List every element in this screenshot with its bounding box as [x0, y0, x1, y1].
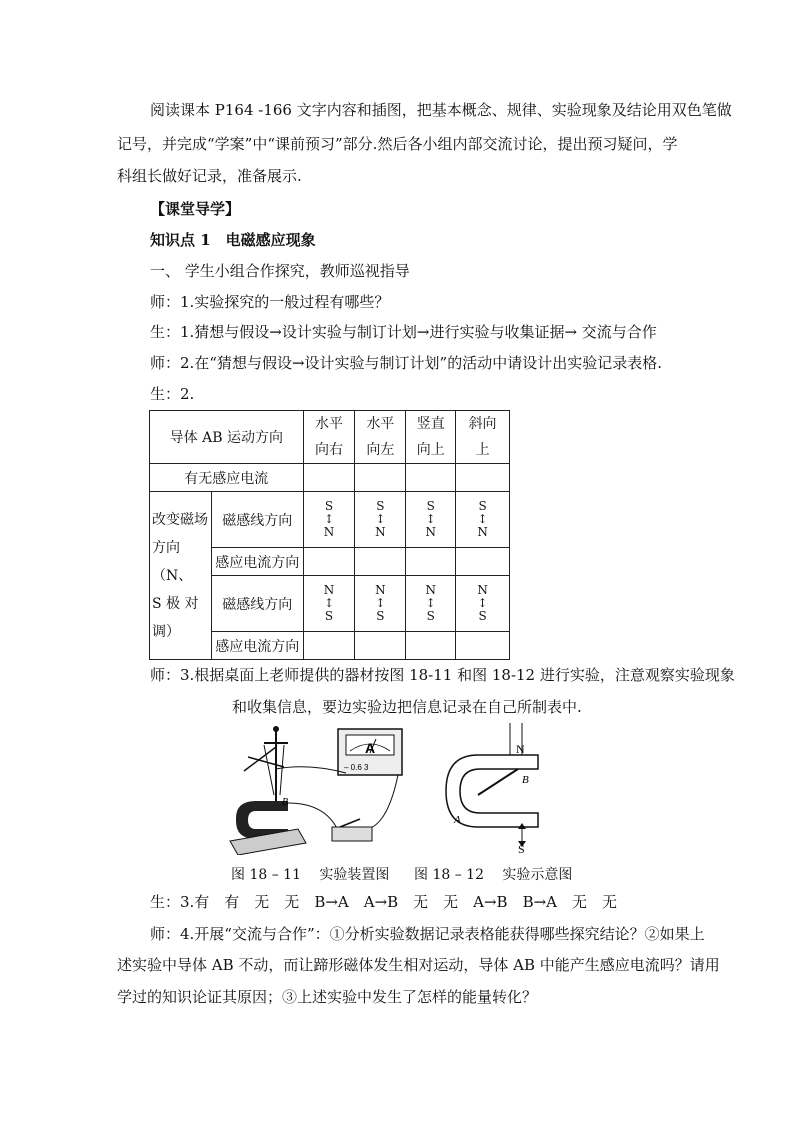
label-n: N — [516, 742, 525, 756]
group-label-change-field: 改变磁场 方向（N、 S 极 对 调） — [150, 492, 212, 660]
col-header: 水平 向左 — [355, 411, 406, 464]
header-motion-direction: 导体 AB 运动方向 — [150, 411, 304, 464]
row-induced-current: 有无感应电流 — [150, 464, 304, 492]
label-b: B — [282, 797, 289, 808]
figure-experiment-apparatus — [228, 723, 418, 855]
figure-schematic — [438, 723, 548, 853]
answer-2: 生：2. — [150, 385, 195, 403]
ns-cell: N ↕ S — [406, 576, 456, 632]
question-4-line-3: 学过的知识论证其原因；③上述实验中发生了怎样的能量转化？ — [117, 988, 538, 1006]
answer-3: 生：3.有 有 无 无 B→A A→B 无 无 A→B B→A 无 无 — [150, 893, 618, 911]
table-cell — [406, 548, 456, 576]
question-3-line-2: 和收集信息，要边实验边把信息记录在自己所制表中. — [232, 698, 582, 716]
row-induced-direction: 感应电流方向 — [211, 548, 303, 576]
intro-line-3: 科组长做好记录，准备展示. — [117, 167, 302, 185]
question-4-line-1: 师：4.开展“交流与合作”：①分析实验数据记录表格能获得哪些探究结论？②如果上 — [150, 925, 705, 943]
table-cell — [355, 632, 406, 660]
label-a: A — [454, 814, 461, 826]
table-cell — [406, 632, 456, 660]
label-b: B — [522, 774, 529, 786]
knowledge-point-title: 知识点 1 电磁感应现象 — [150, 231, 316, 249]
item-1: 一、 学生小组合作探究，教师巡视指导 — [150, 262, 410, 280]
figure-caption-18-11: 图 18 – 11 实验装置图 — [231, 867, 390, 883]
table-cell — [303, 632, 355, 660]
ns-cell: N ↕ S — [303, 576, 355, 632]
ammeter-terminals: – 0.6 3 — [344, 763, 369, 772]
sn-cell: S ↕ N — [456, 492, 510, 548]
row-field-line-direction: 磁感线方向 — [211, 492, 303, 548]
table-cell — [303, 464, 355, 492]
experiment-record-table — [149, 410, 510, 660]
row-induced-direction: 感应电流方向 — [211, 632, 303, 660]
col-header: 竖直 向上 — [406, 411, 456, 464]
question-1: 师：1.实验探究的一般过程有哪些？ — [150, 293, 390, 311]
col-header: 斜向 上 — [456, 411, 510, 464]
table-cell — [355, 464, 406, 492]
col-header: 水平 向右 — [303, 411, 355, 464]
intro-line-1: 阅读课本 P164 -166 文字内容和插图，把基本概念、规律、实验现象及结论用双色笔做 — [150, 101, 732, 119]
section-title: 【课堂导学】 — [150, 200, 241, 218]
question-4-line-2: 述实验中导体 AB 不动，而让蹄形磁体发生相对运动，导体 AB 中能产生感应电流吗？请用 — [117, 956, 720, 974]
row-field-line-direction: 磁感线方向 — [211, 576, 303, 632]
label-s: S — [518, 842, 525, 853]
table-cell — [303, 548, 355, 576]
table-cell — [456, 632, 510, 660]
ns-cell: N ↕ S — [355, 576, 406, 632]
table-cell — [456, 548, 510, 576]
ammeter-label: A — [365, 740, 376, 756]
question-2: 师：2.在“猜想与假设→设计实验与制订计划”的活动中请设计出实验记录表格. — [150, 354, 662, 372]
question-3-line-1: 师：3.根据桌面上老师提供的器材按图 18-11 和图 18-12 进行实验，注意观察实验现象 — [150, 666, 735, 684]
figure-caption-18-12: 图 18 – 12 实验示意图 — [414, 867, 573, 883]
table-cell — [456, 464, 510, 492]
intro-line-2: 记号，并完成“学案”中“课前预习”部分.然后各小组内部交流讨论，提出预习疑问，学 — [117, 135, 678, 153]
table-cell — [406, 464, 456, 492]
table-cell — [355, 548, 406, 576]
sn-cell: S ↕ N — [355, 492, 406, 548]
sn-cell: S ↕ N — [406, 492, 456, 548]
ns-cell: N ↕ S — [456, 576, 510, 632]
answer-1: 生：1.猜想与假设→设计实验与制订计划→进行实验与收集证据→ 交流与合作 — [150, 323, 657, 341]
sn-cell: S ↕ N — [303, 492, 355, 548]
